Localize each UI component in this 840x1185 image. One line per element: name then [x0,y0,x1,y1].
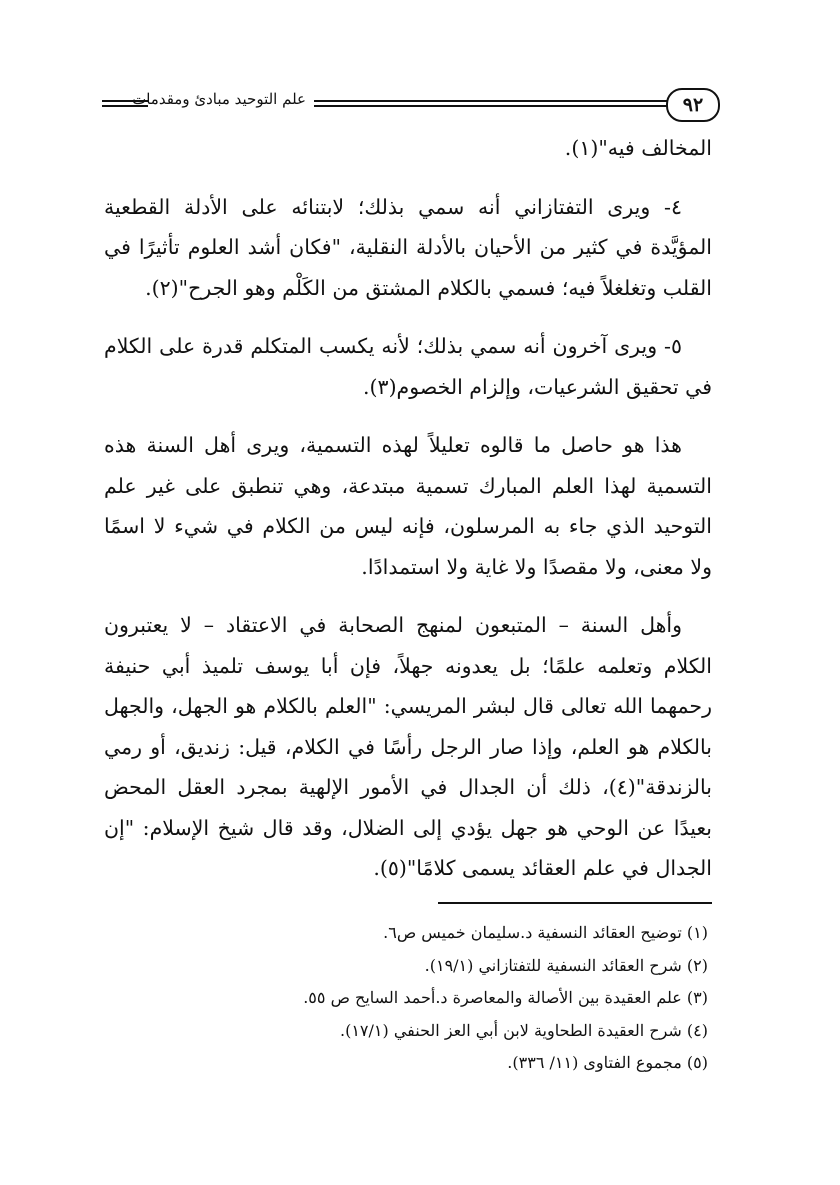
footnotes [104,917,712,1080]
paragraph-point-5: ٥- ويرى آخرون أنه سمي بذلك؛ لأنه يكسب المتكلم قدرة على الكلام في تحقيق الشرعيات، وإلزام الخصوم(٣). [104,334,712,399]
page-number: ٩٢ [666,88,720,122]
paragraph-continuation: المخالف فيه"(١). [564,136,712,160]
footnote-item: (٣) علم العقيدة بين الأصالة والمعاصرة د.أحمد السايح ص ٥٥. [303,988,708,1007]
main-text [104,128,712,889]
running-title: علم التوحيد مبادئ ومقدمات [132,90,306,108]
paragraph-point-4: ٤- ويرى التفتازاني أنه سمي بذلك؛ لابتنائه على الأدلة القطعية المؤيَّدة في كثير من الأحيان بالأدلة النقلية، "فكان أشد العلوم تأثيرًا في القلب وتغلغلاً فيه؛ فسمي بالكلام المشتق من الكَلْم وهو الجرح"(٢). [104,194,712,300]
page-header [98,82,720,126]
footnote-item: (٥) مجموع الفتاوى (١١/ ٣٣٦). [507,1053,708,1072]
paragraph-ahl-sunnah: وأهل السنة – المتبعون لمنهج الصحابة في الاعتقاد – لا يعتبرون الكلام وتعلمه علمًا؛ بل يعدونه جهلاً، فإن أبا يوسف تلميذ أبي حنيفة رحمهما الله تعالى قال لبشر المريسي: "العلم بالكلام هو الجهل، والجهل بالكلام هو العلم، وإذا صار الرجل رأسًا في الكلام، قيل: زنديق، أو رمي بالزندقة"(٤)، ذلك أن الجدال في الأمور الإلهية بمجرد العقل المحض بعيدًا عن الوحي هو جهل يؤدي إلى الضلال، وقد قال شيخ الإسلام: "إن الجدال في علم العقائد يسمى كلامًا"(٥). [104,613,712,880]
header-rule-long [314,100,670,102]
footnote-item: (٢) شرح العقائد النسفية للتفتازاني (١٩/١). [424,955,708,975]
header-rule-long [314,105,670,107]
footnote-separator [438,902,712,904]
footnote-item: (١) توضيح العقائد النسفية د.سليمان خميس ص٦. [383,923,708,942]
paragraph-summary: هذا هو حاصل ما قالوه تعليلاً لهذه التسمية، ويرى أهل السنة هذه التسمية لهذا العلم المبارك تسمية مبتدعة، وهي تنطبق على غير علم التوحيد الذي جاء به المرسلون، فإنه ليس من الكلام في شيء لا اسمًا ولا معنى، ولا مقصدًا ولا غاية ولا استمدادًا. [104,433,712,579]
footnote-item: (٤) شرح العقيدة الطحاوية لابن أبي العز الحنفي (١٧/١). [340,1020,708,1040]
